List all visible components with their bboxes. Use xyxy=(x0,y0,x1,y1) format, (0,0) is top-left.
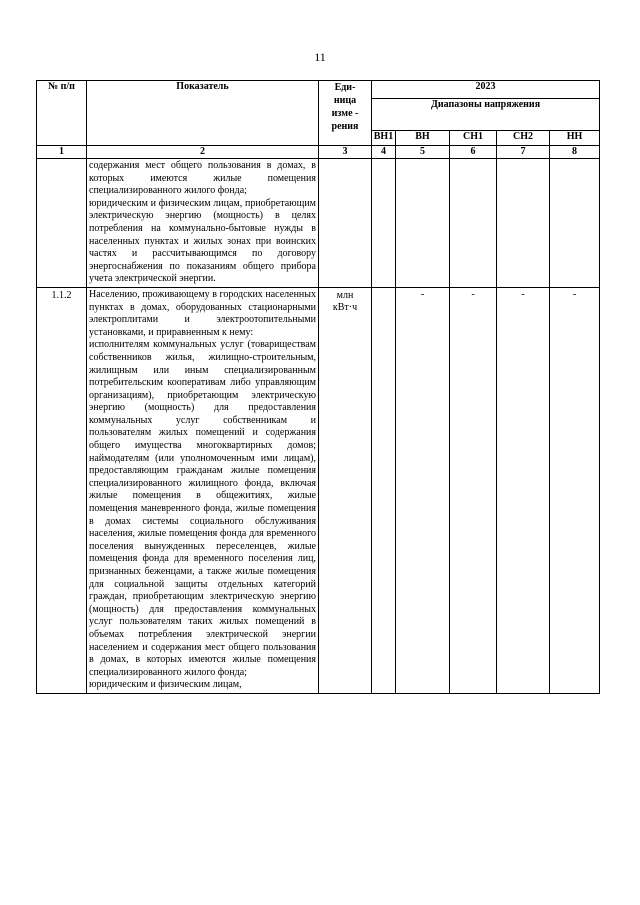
row-indicator-text: содержания мест общего пользования в домах, в которых имеются жилые помещения специализированного жилого фонда; юридическим и физическим лицам, приобретающим электрическую энергию (мощность) в целях потребления на коммунально-бытовые нужды в населенных пунктах и жилых зонах при воинских частях и рассчитывающимся по договору энергоснабжения по показаниям общего прибора учета электрической энергии. xyxy=(87,159,319,288)
column-number-row xyxy=(37,146,600,159)
row-value-vn1 xyxy=(372,159,396,288)
row-indicator-text: Населению, проживающему в городских населенных пунктах в домах, оборудованных стационарными электроплитами и электроотопительными установками, и приравненным к нему: исполнителям коммунальных услуг (товариществам собственников жилья, жилищно-строительным, жилищным или иным специализированным потребительским кооперативам либо управляющим организациям), приобретающим электрическую энергию (мощность) для предоставления коммунальных услуг собственникам и пользователям жилых помещений и содержания общего имущества многоквартирных домов; наймодателям (или уполномоченным ими лицам), предоставляющим гражданам жилые помещения специализированного жилищного фонда, включая жилые помещения в общежитиях, жилые помещения маневренного фонда, жилые помещения в домах системы социального обслуживания населения, жилые помещения фонда для временного поселения вынужденных переселенцев, жилые помещения фонда для временного поселения лиц, признанных беженцами, а также жилые помещения для социальной защиты отдельных категорий граждан, приобретающим электрическую энергию (мощность) для предоставления коммунальных услуг пользователям таких жилых помещений в объемах потребления электрической энергии населением и содержания мест общего пользования в домах, в которых имеются жилые помещения специализированного жилого фонда; юридическим и физическим лицам, xyxy=(87,287,319,693)
header-level-sn1: СН1 xyxy=(450,130,497,146)
column-number: 8 xyxy=(550,146,600,159)
header-level-sn2: СН2 xyxy=(497,130,550,146)
header-year: 2023 xyxy=(372,81,600,99)
row-value-vn1 xyxy=(372,287,396,693)
header-level-nn: НН xyxy=(550,130,600,146)
row-number xyxy=(37,159,87,288)
column-number: 5 xyxy=(396,146,450,159)
table-row xyxy=(37,287,600,693)
column-number: 7 xyxy=(497,146,550,159)
header-voltage-ranges: Диапазоны напряжения xyxy=(372,98,600,130)
column-number: 6 xyxy=(450,146,497,159)
row-value-nn: - xyxy=(550,287,600,693)
header-number: № п/п xyxy=(37,81,87,146)
row-value-sn1: - xyxy=(450,287,497,693)
column-number: 4 xyxy=(372,146,396,159)
header-indicator: Показатель xyxy=(87,81,319,146)
column-number: 3 xyxy=(319,146,372,159)
header-level-vn: ВН xyxy=(396,130,450,146)
column-number: 1 xyxy=(37,146,87,159)
column-number: 2 xyxy=(87,146,319,159)
row-value-nn xyxy=(550,159,600,288)
row-value-sn2: - xyxy=(497,287,550,693)
row-value-sn2 xyxy=(497,159,550,288)
row-unit xyxy=(319,159,372,288)
header-unit-label: Еди- ница изме - рения xyxy=(331,82,359,132)
header-level-vn1: ВН1 xyxy=(372,130,396,146)
header-unit xyxy=(319,81,372,146)
data-table xyxy=(36,80,600,694)
page-number: 11 xyxy=(314,50,326,64)
row-unit: млн кВт·ч xyxy=(319,287,372,693)
row-value-vn: - xyxy=(396,287,450,693)
table-row xyxy=(37,159,600,288)
row-value-sn1 xyxy=(450,159,497,288)
row-value-vn xyxy=(396,159,450,288)
row-number: 1.1.2 xyxy=(37,287,87,693)
